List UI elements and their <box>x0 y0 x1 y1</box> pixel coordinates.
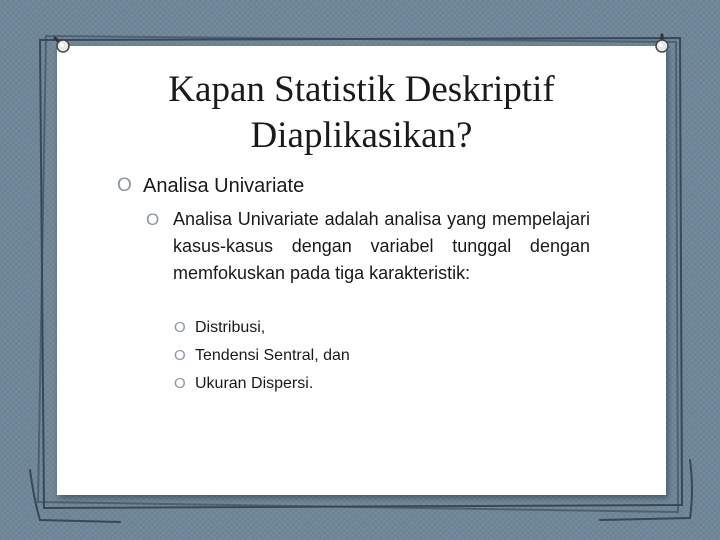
sub-bullet-text: Tendensi Sentral, dan <box>195 347 350 364</box>
sub-bullet-text: Ukuran Dispersi. <box>195 375 314 392</box>
bullet-level2-text: Analisa Univariate adalah analisa yang mempelajari kasus-kasus dengan variabel tunggal dengan memfokuskan pada tiga karakteristik: <box>173 209 590 283</box>
bullet-marker: O <box>146 210 160 229</box>
bullet-level2 <box>146 206 590 287</box>
pushpin-icon <box>651 33 673 55</box>
sub-bullet-text: Distribusi, <box>195 319 266 336</box>
slide-title: Kapan Statistik Deskriptif Diaplikasikan? <box>168 69 555 156</box>
bullet-marker: O <box>174 347 186 364</box>
bullet-marker: O <box>117 175 132 196</box>
bullet-marker: O <box>174 319 186 336</box>
bullet-level1-text: Analisa Univariate <box>143 175 305 197</box>
pushpin-icon <box>50 33 72 55</box>
bullet-marker: O <box>174 375 186 392</box>
